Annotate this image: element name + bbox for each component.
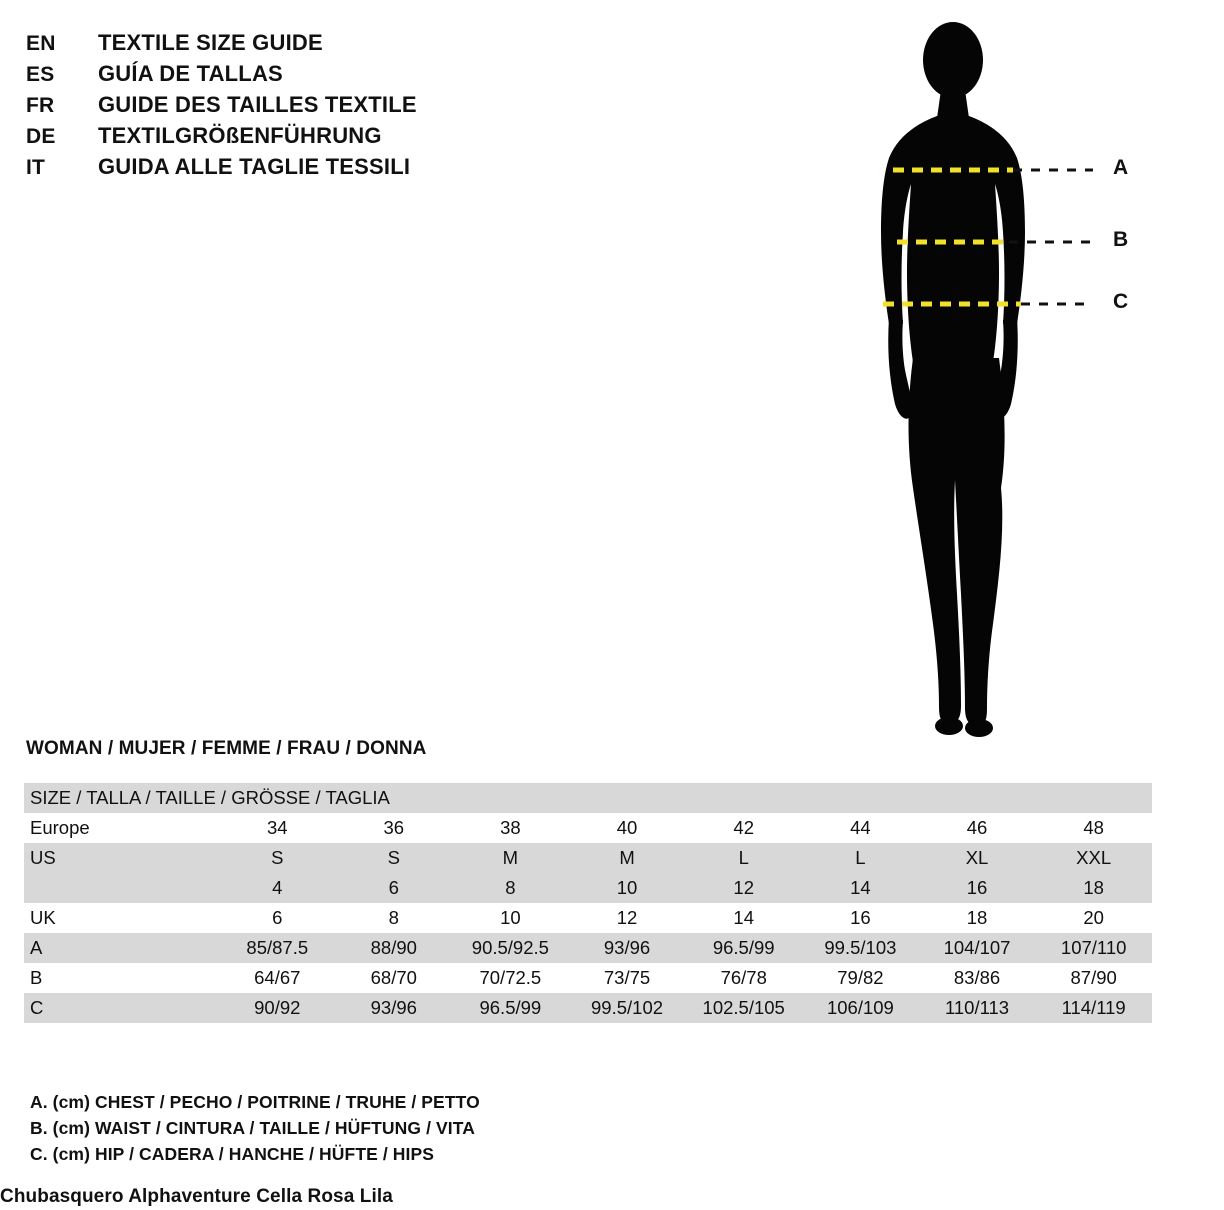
cell-value: 110/113	[944, 997, 1010, 1018]
cell-value: 79/82	[837, 967, 884, 988]
cell-value: 16	[966, 877, 988, 898]
cell-value: 106/109	[826, 997, 894, 1018]
cell-value: L	[855, 847, 866, 868]
cell-value: M	[619, 847, 635, 868]
table-row	[24, 933, 1152, 963]
language-code: EN	[26, 32, 56, 55]
cell-value: 99.5/103	[824, 937, 897, 958]
female-silhouette-figure	[845, 18, 1175, 738]
cell-value: 12	[733, 877, 754, 898]
table-row	[24, 993, 1152, 1023]
language-row	[26, 154, 646, 185]
cell-value: 36	[383, 817, 405, 838]
cell-value: 18	[966, 907, 988, 928]
cell-value: L	[738, 847, 749, 868]
cell-value: 10	[616, 877, 638, 898]
measurement-legend	[30, 1092, 480, 1170]
cell-value: 102.5/105	[702, 997, 785, 1018]
table-row	[24, 813, 1152, 843]
cell-value: 93/96	[370, 997, 417, 1018]
language-row	[26, 30, 646, 61]
cell-value: 8	[388, 907, 399, 928]
cell-value: 104/107	[943, 937, 1011, 958]
language-code: FR	[26, 94, 55, 117]
language-row	[26, 92, 646, 123]
cell-value: 90.5/92.5	[471, 937, 549, 958]
language-code: ES	[26, 63, 55, 86]
cell-value: 34	[266, 817, 288, 838]
language-row	[26, 123, 646, 154]
row-label: A	[30, 937, 43, 958]
cell-value: S	[387, 847, 400, 868]
cell-value: 40	[616, 817, 638, 838]
section-title: WOMAN / MUJER / FEMME / FRAU / DONNA	[26, 738, 427, 759]
legend-item-a: A. (cm) CHEST / PECHO / POITRINE / TRUHE / PETTO	[30, 1092, 480, 1112]
cell-value: 20	[1083, 907, 1104, 928]
row-label: Europe	[30, 817, 90, 838]
language-title: GUIDA ALLE TAGLIE TESSILI	[98, 154, 411, 179]
cell-value: 87/90	[1070, 967, 1117, 988]
cell-value: 38	[500, 817, 521, 838]
cell-value: 18	[1083, 877, 1104, 898]
cell-value: 16	[850, 907, 871, 928]
measurement-marker-a: A	[1113, 156, 1129, 179]
cell-value: 8	[505, 877, 516, 898]
legend-item-b: B. (cm) WAIST / CINTURA / TAILLE / HÜFTUNG / VITA	[30, 1118, 475, 1138]
language-title: TEXTILE SIZE GUIDE	[98, 30, 323, 55]
cell-value: 88/90	[370, 937, 417, 958]
cell-value: M	[502, 847, 519, 868]
row-label: UK	[30, 907, 56, 928]
cell-value: XL	[965, 847, 989, 868]
measurement-marker-b: B	[1113, 228, 1129, 251]
measurement-marker-c: C	[1113, 290, 1129, 313]
table-row	[24, 903, 1152, 933]
language-code: IT	[26, 156, 46, 179]
cell-value: XXL	[1076, 847, 1112, 868]
cell-value: S	[271, 847, 284, 868]
size-table	[24, 783, 1152, 1023]
language-code: DE	[26, 125, 56, 148]
cell-value: 10	[500, 907, 521, 928]
cell-value: 76/78	[720, 967, 767, 988]
cell-value: 70/72.5	[479, 967, 542, 988]
cell-value: 73/75	[603, 967, 651, 988]
language-title: GUIDE DES TAILLES TEXTILE	[98, 92, 417, 117]
cell-value: 96.5/99	[479, 997, 542, 1018]
table-row	[24, 873, 1152, 903]
language-title: GUÍA DE TALLAS	[98, 61, 283, 86]
language-title: TEXTILGRÖßENFÜHRUNG	[98, 123, 382, 148]
cell-value: 107/110	[1060, 937, 1127, 958]
cell-value: 14	[850, 877, 871, 898]
cell-value: 6	[272, 907, 283, 928]
cell-value: 14	[733, 907, 754, 928]
product-title: Chubasquero Alphaventure Cella Rosa Lila	[0, 1186, 393, 1207]
cell-value: 93/96	[603, 937, 651, 958]
cell-value: 46	[966, 817, 988, 838]
cell-value: 6	[388, 877, 399, 898]
legend-item-c: C. (cm) HIP / CADERA / HANCHE / HÜFTE / HIPS	[30, 1144, 435, 1164]
row-label: B	[30, 967, 43, 988]
table-row	[24, 843, 1152, 873]
cell-value: 114/119	[1061, 997, 1126, 1018]
cell-value: 99.5/102	[591, 997, 664, 1018]
row-label: US	[30, 847, 56, 868]
cell-value: 42	[733, 817, 754, 838]
language-row	[26, 61, 646, 92]
cell-value: 4	[272, 877, 283, 898]
table-header-label: SIZE / TALLA / TAILLE / GRÖSSE / TAGLIA	[30, 787, 390, 808]
language-header-block	[26, 30, 646, 185]
cell-value: 44	[850, 817, 871, 838]
cell-value: 96.5/99	[712, 937, 775, 958]
cell-value: 85/87.5	[246, 937, 309, 958]
row-label: C	[30, 997, 44, 1018]
table-row	[24, 963, 1152, 993]
cell-value: 12	[616, 907, 638, 928]
cell-value: 64/67	[254, 967, 301, 988]
table-header-row	[24, 783, 1152, 813]
cell-value: 68/70	[370, 967, 417, 988]
cell-value: 90/92	[254, 997, 301, 1018]
cell-value: 48	[1083, 817, 1104, 838]
cell-value: 83/86	[953, 967, 1001, 988]
row-label	[24, 873, 219, 903]
silhouette-icon	[845, 18, 1175, 738]
